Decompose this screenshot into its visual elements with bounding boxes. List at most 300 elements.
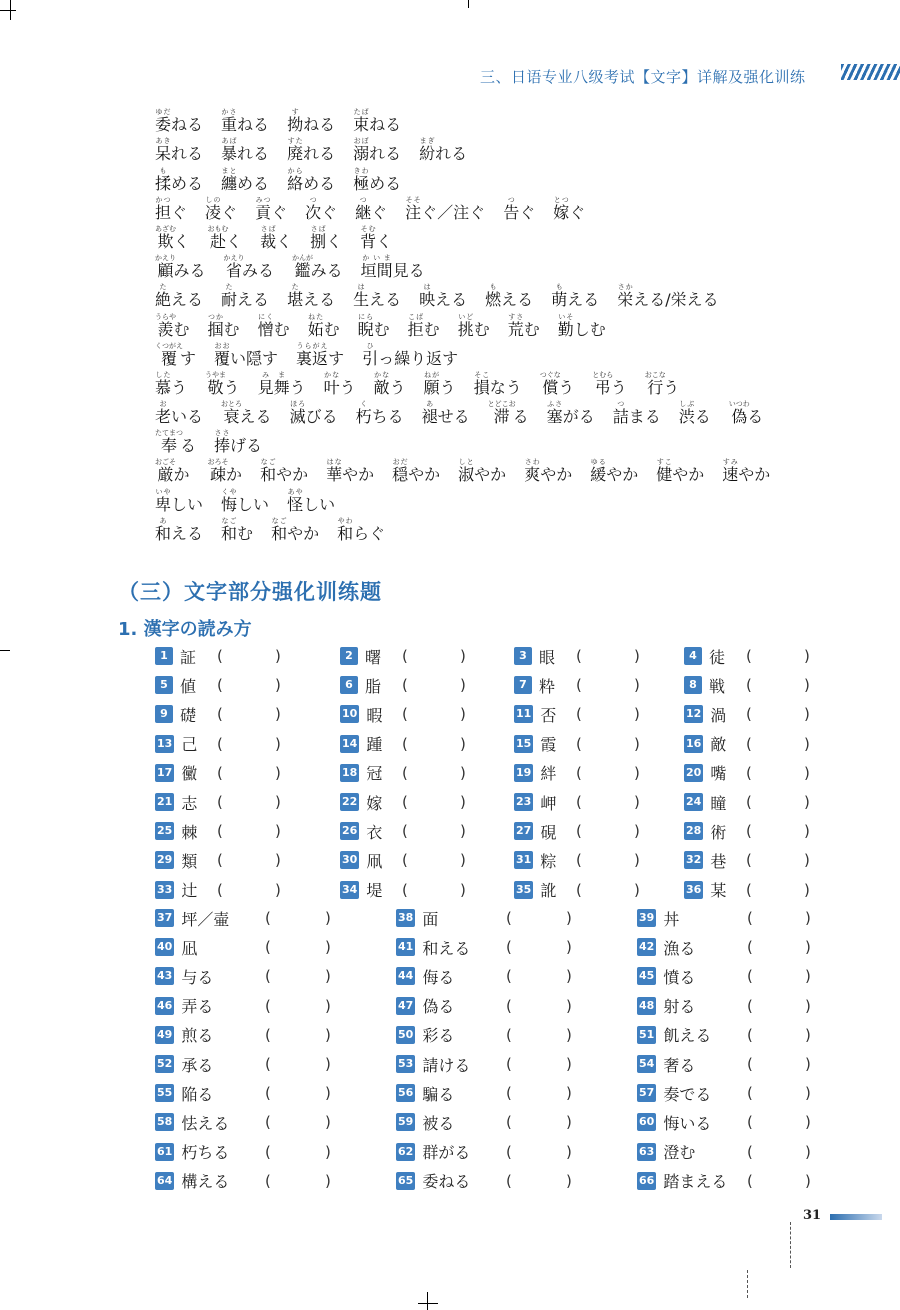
kanji: 告 xyxy=(503,202,520,222)
vocab-word xyxy=(155,254,206,281)
answer-paren-open[interactable]: ( xyxy=(746,676,752,695)
furigana: こば xyxy=(407,312,424,321)
question-word: 暇 xyxy=(366,705,383,725)
question-number-badge: 8 xyxy=(684,676,702,694)
kanji: 注 xyxy=(405,202,422,222)
question-word: 脂 xyxy=(365,676,382,696)
kanji-with-reading xyxy=(473,370,490,397)
okurigana: む xyxy=(273,319,290,339)
answer-paren-open[interactable]: ( xyxy=(506,1084,512,1103)
kanji-with-reading xyxy=(355,195,372,222)
furigana: とむら xyxy=(592,370,614,379)
kanji-with-reading xyxy=(221,283,238,310)
answer-paren-open[interactable]: ( xyxy=(265,909,271,927)
answer-paren-open[interactable]: ( xyxy=(746,763,752,782)
furigana: みつ xyxy=(255,195,272,204)
kanji: 揉 xyxy=(155,173,172,193)
furigana: ねが xyxy=(423,370,440,379)
answer-paren-close: ) xyxy=(634,851,640,870)
page-number-bar xyxy=(830,1214,882,1220)
okurigana: う xyxy=(439,377,456,397)
question-number-badge: 4 xyxy=(684,647,702,665)
okurigana: やか xyxy=(540,465,573,485)
question-number-badge: 13 xyxy=(155,735,174,753)
answer-paren-open[interactable]: ( xyxy=(576,822,582,841)
question-number-badge: 16 xyxy=(684,735,703,753)
question-item xyxy=(514,763,556,783)
kanji-with-reading xyxy=(260,224,277,251)
question-number-badge: 65 xyxy=(396,1172,415,1190)
kanji: 捌 xyxy=(310,231,327,251)
vocab-word xyxy=(292,254,343,281)
answer-paren-close: ) xyxy=(325,1113,331,1132)
answer-paren-open[interactable]: ( xyxy=(402,822,408,841)
answer-paren-close: ) xyxy=(634,763,640,782)
header-stripes xyxy=(841,64,900,80)
answer-paren-close: ) xyxy=(566,1025,572,1044)
kanji-with-reading xyxy=(287,137,304,164)
kanji-with-reading xyxy=(373,370,390,397)
answer-paren-open[interactable]: ( xyxy=(746,822,752,841)
answer-paren-open[interactable]: ( xyxy=(747,909,753,927)
kanji: 滅 xyxy=(289,407,306,427)
okurigana: びる xyxy=(305,407,338,427)
vocab-word xyxy=(287,137,335,164)
answer-paren-open[interactable]: ( xyxy=(402,734,408,753)
answer-paren-close: ) xyxy=(460,763,466,782)
kanji-with-reading xyxy=(155,224,176,251)
furigana: も xyxy=(155,166,171,175)
question-item xyxy=(637,1112,711,1132)
question-number-badge: 66 xyxy=(637,1172,656,1190)
question-word: 漁る xyxy=(663,938,696,958)
question-item xyxy=(514,880,556,900)
kanji-with-reading xyxy=(485,283,502,310)
kanji: 穏 xyxy=(392,465,409,485)
question-item xyxy=(684,646,725,666)
vocab-word xyxy=(258,371,306,398)
kanji: 欺 xyxy=(155,231,176,251)
answer-paren-open[interactable]: ( xyxy=(265,1142,271,1161)
answer-paren-close: ) xyxy=(804,880,810,899)
answer-paren-open[interactable]: ( xyxy=(506,996,512,1015)
furigana: た xyxy=(155,283,171,292)
answer-paren-close: ) xyxy=(804,822,810,841)
kanji-with-reading xyxy=(728,400,750,427)
answer-paren-open[interactable]: ( xyxy=(506,967,512,986)
furigana: ほろ xyxy=(289,400,306,409)
okurigana: せる xyxy=(437,407,470,427)
question-word: 硯 xyxy=(540,822,557,842)
answer-paren-close: ) xyxy=(805,1171,811,1190)
vocab-word xyxy=(558,313,606,340)
question-word: 己 xyxy=(181,735,198,755)
kanji: 挑 xyxy=(457,319,474,339)
question-word: 嘴 xyxy=(710,764,727,784)
answer-paren-open[interactable]: ( xyxy=(506,938,512,957)
furigana: おこな xyxy=(644,370,666,379)
question-number-badge: 23 xyxy=(514,793,533,811)
okurigana: える xyxy=(239,407,272,427)
okurigana: ねる xyxy=(369,115,402,135)
question-word: 棘 xyxy=(181,822,198,842)
question-word: 煎る xyxy=(181,1026,214,1046)
question-number-badge: 3 xyxy=(514,647,532,665)
answer-paren-open[interactable]: ( xyxy=(402,705,408,724)
question-number-badge: 31 xyxy=(514,851,533,869)
answer-paren-close: ) xyxy=(566,909,572,927)
answer-paren-open[interactable]: ( xyxy=(217,793,223,811)
answer-paren-open[interactable]: ( xyxy=(265,1113,271,1132)
question-word: 飢える xyxy=(663,1026,712,1046)
vocab-word xyxy=(205,371,240,398)
kanji: 塞 xyxy=(546,407,563,427)
question-word: 彩る xyxy=(422,1026,455,1046)
answer-paren-open[interactable]: ( xyxy=(576,793,582,811)
question-item xyxy=(514,734,556,754)
answer-paren-close: ) xyxy=(325,1055,331,1073)
furigana: そこ xyxy=(473,370,490,379)
furigana: ねた xyxy=(307,312,324,321)
answer-paren-open[interactable]: ( xyxy=(576,763,582,782)
kanji-with-reading xyxy=(155,283,172,310)
kanji: 拒 xyxy=(407,319,424,339)
vocab-word xyxy=(474,371,522,398)
kanji-with-reading xyxy=(421,400,438,427)
answer-paren-open[interactable]: ( xyxy=(746,793,752,811)
question-number-badge: 20 xyxy=(684,764,703,782)
answer-paren-open[interactable]: ( xyxy=(402,880,408,899)
vocab-line xyxy=(155,310,788,339)
kanji: 妬 xyxy=(307,319,324,339)
question-item xyxy=(340,850,382,870)
answer-paren-open[interactable]: ( xyxy=(746,851,752,870)
question-item xyxy=(396,1171,470,1191)
answer-paren-open[interactable]: ( xyxy=(747,1055,753,1073)
furigana: うらがえ xyxy=(296,341,329,350)
question-item xyxy=(684,704,726,724)
kanji-with-reading xyxy=(289,400,306,427)
furigana: しぶ xyxy=(678,400,695,409)
okurigana: える xyxy=(369,290,402,310)
answer-paren-open[interactable]: ( xyxy=(402,647,408,665)
furigana: いや xyxy=(155,487,172,496)
vocab-word xyxy=(355,196,387,223)
kanji: 次 xyxy=(305,202,322,222)
question-word: 術 xyxy=(710,822,727,842)
kanji-with-reading xyxy=(257,312,274,339)
kanji: 叶 xyxy=(323,377,340,397)
okurigana: く xyxy=(326,231,343,251)
furigana: たてまつ xyxy=(155,429,183,438)
vocab-word xyxy=(617,283,718,310)
question-item xyxy=(637,908,679,928)
answer-paren-open[interactable]: ( xyxy=(506,1171,512,1190)
answer-paren-open[interactable]: ( xyxy=(506,1025,512,1044)
okurigana: やか xyxy=(672,465,705,485)
okurigana: ぐ xyxy=(371,202,388,222)
kanji: 淑 xyxy=(458,465,475,485)
vocab-word xyxy=(729,400,764,427)
question-item xyxy=(340,704,382,724)
question-word: 渦 xyxy=(710,705,727,725)
furigana: なご xyxy=(260,458,277,467)
answer-paren-close: ) xyxy=(634,705,640,724)
okurigana: う xyxy=(289,377,306,397)
answer-paren-open[interactable]: ( xyxy=(265,1025,271,1044)
answer-paren-open[interactable]: ( xyxy=(747,938,753,957)
kanji: 覆 xyxy=(155,348,183,368)
question-item xyxy=(340,880,382,900)
vocab-word xyxy=(392,458,440,485)
kanji: 掴 xyxy=(207,319,224,339)
question-number-badge: 36 xyxy=(684,881,703,899)
answer-paren-open[interactable]: ( xyxy=(747,996,753,1015)
okurigana: ぐ xyxy=(171,202,188,222)
answer-paren-open[interactable]: ( xyxy=(402,851,408,870)
answer-paren-open[interactable]: ( xyxy=(265,1084,271,1103)
question-word: 侮る xyxy=(422,967,455,987)
question-number-badge: 50 xyxy=(396,1026,415,1044)
kanji: 慕 xyxy=(155,377,172,397)
question-item xyxy=(514,675,555,695)
okurigana: う xyxy=(610,377,627,397)
okurigana: まる xyxy=(628,407,661,427)
vocab-line xyxy=(155,456,788,485)
kanji-with-reading xyxy=(296,341,329,368)
furigana: あき xyxy=(155,137,172,146)
furigana: しと xyxy=(458,458,475,467)
question-word: 奢る xyxy=(663,1055,696,1075)
answer-paren-open[interactable]: ( xyxy=(217,647,223,665)
vocab-word xyxy=(592,371,627,398)
okurigana: がる xyxy=(562,407,595,427)
vocab-word xyxy=(155,342,196,369)
kanji-with-reading xyxy=(155,429,183,456)
answer-paren-open[interactable]: ( xyxy=(747,1113,753,1132)
okurigana: む xyxy=(237,523,254,543)
answer-paren-open[interactable]: ( xyxy=(747,1084,753,1103)
answer-paren-open[interactable]: ( xyxy=(265,1055,271,1073)
answer-paren-open[interactable]: ( xyxy=(217,880,223,899)
furigana: にら xyxy=(357,312,374,321)
answer-paren-open[interactable]: ( xyxy=(747,1025,753,1044)
question-word: 委ねる xyxy=(422,1172,471,1192)
question-word: 敵 xyxy=(710,735,727,755)
okurigana: やか xyxy=(287,523,320,543)
question-number-badge: 29 xyxy=(155,851,174,869)
kanji-with-reading xyxy=(255,195,272,222)
question-item xyxy=(684,880,726,900)
question-item xyxy=(514,792,556,812)
question-word: 弄る xyxy=(181,997,214,1017)
question-number-badge: 7 xyxy=(514,676,532,694)
answer-paren-open[interactable]: ( xyxy=(402,793,408,811)
kanji: 裁 xyxy=(260,231,277,251)
answer-paren-open[interactable]: ( xyxy=(506,1055,512,1073)
answer-paren-close: ) xyxy=(634,734,640,753)
kanji-with-reading xyxy=(362,341,379,368)
kanji: 老 xyxy=(155,407,172,427)
answer-paren-open[interactable]: ( xyxy=(506,1113,512,1132)
answer-paren-open[interactable]: ( xyxy=(746,880,752,899)
vocab-line xyxy=(155,164,788,193)
vocab-word xyxy=(358,313,390,340)
kanji-with-reading xyxy=(546,400,563,427)
answer-paren-close: ) xyxy=(460,705,466,724)
answer-paren-open[interactable]: ( xyxy=(217,851,223,870)
kanji-with-reading xyxy=(292,254,314,281)
answer-paren-open[interactable]: ( xyxy=(576,880,582,899)
answer-paren-open[interactable]: ( xyxy=(402,763,408,782)
answer-paren-open[interactable]: ( xyxy=(217,705,223,724)
vocab-line xyxy=(155,194,788,223)
answer-paren-open[interactable]: ( xyxy=(576,734,582,753)
kanji: 引 xyxy=(362,348,379,368)
question-number-badge: 30 xyxy=(340,851,359,869)
question-item xyxy=(396,1054,470,1074)
question-number-badge: 1 xyxy=(155,647,173,665)
vocab-word xyxy=(155,400,203,427)
question-word: 徒 xyxy=(709,647,726,667)
vocab-word xyxy=(360,225,392,252)
vocab-word xyxy=(260,225,292,252)
question-word: 冠 xyxy=(366,764,383,784)
answer-paren-close: ) xyxy=(275,705,281,724)
question-number-badge: 6 xyxy=(340,676,358,694)
question-number-badge: 39 xyxy=(637,909,656,927)
furigana: かな xyxy=(323,370,340,379)
vocab-word xyxy=(224,254,275,281)
question-number-badge: 59 xyxy=(396,1113,415,1131)
okurigana: える xyxy=(237,290,270,310)
kanji-with-reading xyxy=(423,370,440,397)
answer-paren-open[interactable]: ( xyxy=(746,705,752,724)
answer-paren-open[interactable]: ( xyxy=(217,734,223,753)
answer-paren-open[interactable]: ( xyxy=(265,967,271,986)
kanji: 和 xyxy=(271,523,288,543)
question-word: 承る xyxy=(181,1055,214,1075)
answer-paren-open[interactable]: ( xyxy=(576,705,582,724)
answer-paren-open[interactable]: ( xyxy=(506,909,512,927)
question-word: 陥る xyxy=(181,1084,214,1104)
vocab-word xyxy=(155,488,203,515)
vocab-word xyxy=(458,458,506,485)
vocab-word xyxy=(645,371,680,398)
question-item xyxy=(340,675,381,695)
kanji-with-reading xyxy=(326,458,343,485)
question-number-badge: 19 xyxy=(514,764,533,782)
question-number-badge: 58 xyxy=(155,1113,174,1131)
question-item xyxy=(514,704,556,724)
answer-paren-close: ) xyxy=(804,734,810,753)
vocab-word xyxy=(155,429,196,456)
answer-paren-open[interactable]: ( xyxy=(265,996,271,1015)
answer-paren-close: ) xyxy=(804,763,810,782)
vocab-word xyxy=(613,400,661,427)
answer-paren-close: ) xyxy=(805,1084,811,1103)
okurigana: む xyxy=(173,319,190,339)
answer-paren-open[interactable]: ( xyxy=(747,967,753,986)
answer-paren-open[interactable]: ( xyxy=(217,676,223,695)
answer-paren-open[interactable]: ( xyxy=(506,1142,512,1161)
vocab-line xyxy=(155,106,788,135)
kanji-with-reading xyxy=(617,283,634,310)
kanji: 担 xyxy=(155,202,172,222)
furigana: は xyxy=(419,283,436,292)
answer-paren-open[interactable]: ( xyxy=(747,1171,753,1190)
kanji: 願 xyxy=(423,377,440,397)
furigana: おとろ xyxy=(221,400,243,409)
kanji-with-reading xyxy=(419,283,436,310)
kanji-with-reading xyxy=(392,458,409,485)
vocab-word xyxy=(326,458,374,485)
vocab-line xyxy=(155,515,788,544)
kanji-with-reading xyxy=(551,283,568,310)
answer-paren-open[interactable]: ( xyxy=(747,1142,753,1161)
question-number-badge: 45 xyxy=(637,967,656,985)
question-item xyxy=(396,937,470,957)
question-number-badge: 48 xyxy=(637,997,656,1015)
question-number-badge: 5 xyxy=(155,676,173,694)
question-item xyxy=(684,850,726,870)
question-word: 踵 xyxy=(366,735,383,755)
question-number-badge: 38 xyxy=(396,909,415,927)
answer-paren-open[interactable]: ( xyxy=(576,851,582,870)
question-word: 和える xyxy=(422,938,471,958)
answer-paren-close: ) xyxy=(275,851,281,870)
okurigana: やか xyxy=(606,465,639,485)
answer-paren-open[interactable]: ( xyxy=(217,822,223,841)
answer-paren-open[interactable]: ( xyxy=(265,1171,271,1190)
question-word: 偽る xyxy=(422,997,455,1017)
kanji: 暴 xyxy=(221,144,238,164)
okurigana: やか xyxy=(474,465,507,485)
question-word: 志 xyxy=(181,793,198,813)
okurigana: っ繰り返す xyxy=(378,348,459,368)
okurigana: える xyxy=(567,290,600,310)
kanji-with-reading xyxy=(287,108,304,135)
vocab-word xyxy=(590,458,638,485)
answer-paren-open[interactable]: ( xyxy=(746,647,752,665)
okurigana: う xyxy=(171,377,188,397)
question-number-badge: 11 xyxy=(514,705,533,723)
kanji: 極 xyxy=(353,173,370,193)
answer-paren-open[interactable]: ( xyxy=(265,938,271,957)
question-word: 値 xyxy=(180,676,197,696)
kanji: 褪 xyxy=(421,407,438,427)
answer-paren-open[interactable]: ( xyxy=(576,676,582,695)
kanji-with-reading xyxy=(257,370,290,397)
answer-paren-open[interactable]: ( xyxy=(217,763,223,782)
question-item xyxy=(155,1054,213,1074)
vocab-word xyxy=(419,137,467,164)
okurigana: しい xyxy=(171,494,204,514)
kanji: 捧 xyxy=(214,436,231,456)
answer-paren-open[interactable]: ( xyxy=(402,676,408,695)
question-item xyxy=(637,1083,711,1103)
kanji: 卑 xyxy=(155,494,172,514)
answer-paren-open[interactable]: ( xyxy=(746,734,752,753)
vocab-word xyxy=(255,196,287,223)
okurigana: る xyxy=(512,407,529,427)
vocab-word xyxy=(488,400,529,427)
kanji-with-reading xyxy=(260,458,277,485)
okurigana: しい xyxy=(303,494,336,514)
question-item xyxy=(514,821,556,841)
answer-paren-open[interactable]: ( xyxy=(576,647,582,665)
question-number-badge: 37 xyxy=(155,909,174,927)
